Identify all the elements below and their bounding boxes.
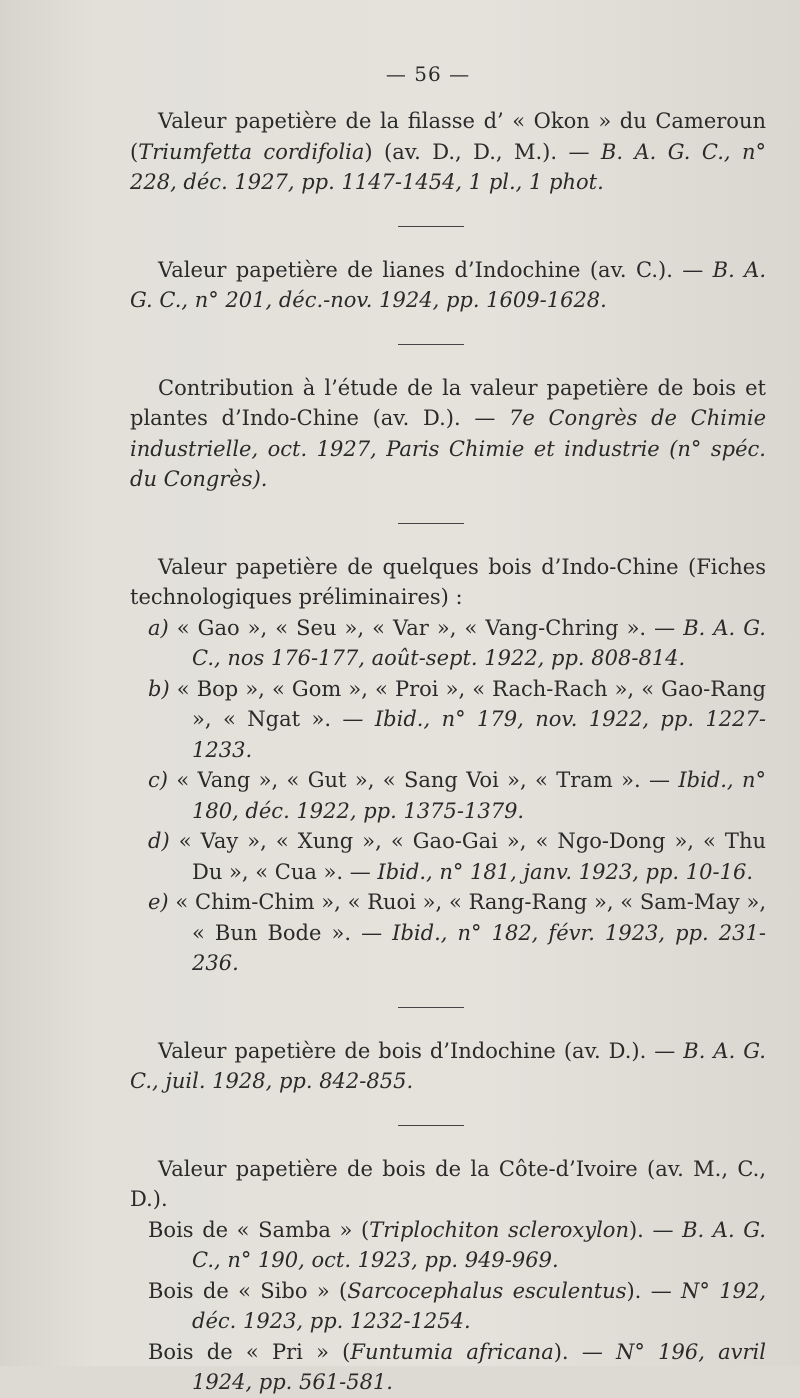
entry-cote-ivoire: Valeur papetière de bois de la Côte-d’Ivoire (av. M., C., D.).	[130, 1156, 766, 1211]
entry-contribution: Contribution à l’étude de la valeur papetière de bois et plantes d’Indo-Chine (av. D.). — 7e Congrès de Chimie industrielle, oct. 1927, Paris Chimie et industrie (n° spéc. du Congrès).	[130, 375, 766, 491]
list-item: Bois de « Sibo » (Sarcocephalus esculentus). — N° 192, déc. 1923, pp. 1232-1254.	[148, 1278, 766, 1333]
list-item: Bois de « Pri » (Funtumia africana). — N° 196, avril 1924, pp. 561-581.	[148, 1339, 766, 1394]
list-item: d) « Vay », « Xung », « Gao-Gai », « Ngo-Dong », « Thu Du », « Cua ». — Ibid., n° 181, janv. 1923, pp. 10-16.	[148, 829, 766, 884]
entry-okon: Valeur papetière de la filasse d’ « Okon » du Cameroun (Triumfetta cordifolia) (av. D., D., M.). — B. A. G. C., n° 228, déc. 1927, pp. 1147-1454, 1 pl., 1 phot.	[130, 109, 767, 194]
list-item: c) « Vang », « Gut », « Sang Voi », « Tram ». — Ibid., n° 180, déc. 1922, pp. 1375-1379.	[148, 768, 766, 823]
entry-quelques-bois: Valeur papetière de quelques bois d’Indo-Chine (Fiches technologiques préliminaires) :	[130, 554, 766, 609]
entry-indochine-bois: Valeur papetière de bois d’Indochine (av. D.). — B. A. G. C., juil. 1928, pp. 842-855.	[130, 1038, 766, 1093]
separator	[398, 1125, 464, 1126]
separator	[398, 344, 464, 345]
separator	[398, 523, 464, 524]
list-item: Bois de « Samba » (Triplochiton scleroxylon). — B. A. G. C., n° 190, oct. 1923, pp. 949-969.	[148, 1217, 766, 1272]
list-item: a) « Gao », « Seu », « Var », « Vang-Chring ». — B. A. G. C., nos 176-177, août-sept. 1922, pp. 808-814.	[148, 615, 766, 670]
page-number: — 56 —	[385, 62, 471, 86]
separator	[398, 1007, 464, 1008]
list-item: b) « Bop », « Gom », « Proi », « Rach-Rach », « Gao-Rang », « Ngat ». — Ibid., n° 179, nov. 1922, pp. 1227-1233.	[148, 676, 766, 762]
page-content	[130, 62, 766, 1398]
list-item: e) « Chim-Chim », « Ruoi », « Rang-Rang », « Sam-May », « Bun Bode ». — Ibid., n° 182, févr. 1923, pp. 231-236.	[148, 890, 766, 975]
separator	[398, 226, 464, 227]
entry-lianes: Valeur papetière de lianes d’Indochine (av. C.). — B. A. G. C., n° 201, déc.-nov. 1924, pp. 1609-1628.	[130, 257, 766, 312]
